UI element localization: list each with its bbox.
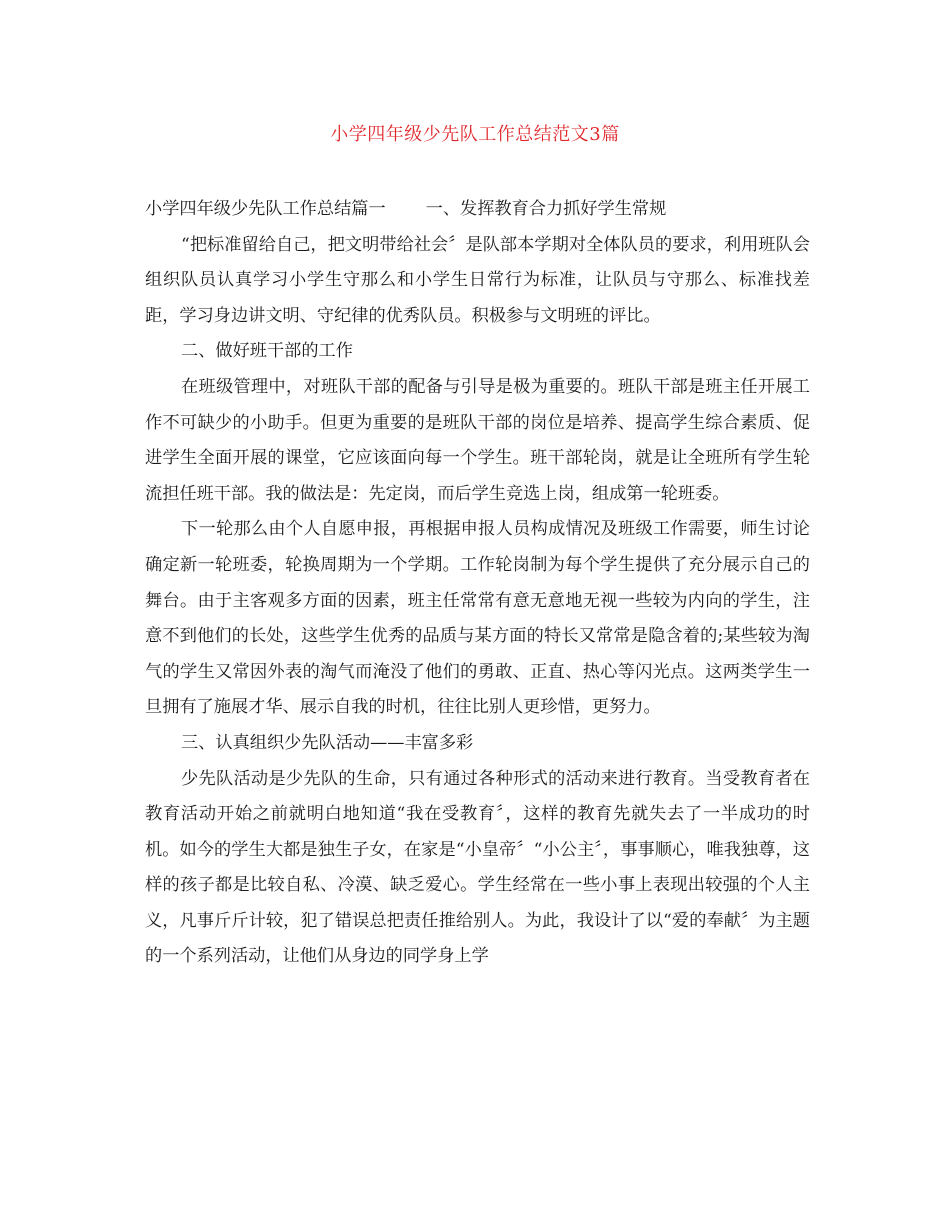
heading-two: 二、做好班干部的工作 (181, 341, 353, 362)
section-one-label: 小学四年级少先队工作总结篇一 (145, 199, 386, 219)
heading-one: 一、发挥教育合力抓好学生常规 (425, 199, 667, 219)
section-header-line (145, 192, 810, 228)
heading-three: 三、认真组织少先队活动——丰富多彩 (181, 732, 474, 753)
document-title: 小学四年级少先队工作总结范文3篇 (330, 124, 620, 145)
paragraph-4: 少先队活动是少先队的生命，只有通过各种形式的活动来进行教育。当受教育者在教育活动开始之前就明白地知道“我在受教育〞，这样的教育先就失去了一半成功的时机。如今的学生大都是独生子女，在家是“小皇帝〞“小公主〞，事事顺心，唯我独尊，这样的孩子都是比较自私、冷漠、缺乏爱心。学生经常在一些小事上表现出较强的个人主义，凡事斤斤计较，犯了错误总把责任推给别人。为此，我设计了以“爱的奉献〞为主题的一个系列活动，让他们从身边的同学身上学 (145, 768, 810, 967)
document-body (145, 192, 810, 975)
paragraph-1: “把标准留给自己，把文明带给社会〞是队部本学期对全体队员的要求，利用班队会组织队员认真学习小学生守那么和小学生日常行为标准，让队员与守那么、标准找差距，学习身边讲文明、守纪律的优秀队员。积极参与文明班的评比。 (145, 234, 810, 326)
paragraph-3: 下一轮那么由个人自愿申报，再根据申报人员构成情况及班级工作需要，师生讨论确定新一轮班委，轮换周期为一个学期。工作轮岗制为每个学生提供了充分展示自己的舞台。由于主客观多方面的因素，班主任常常有意无意地无视一些较为内向的学生，注意不到他们的长处，这些学生优秀的品质与某方面的特长又常常是隐含着的;某些较为淘气的学生又常因外表的淘气而淹没了他们的勇敢、正直、热心等闪光点。这两类学生一旦拥有了施展才华、展示自我的时机，往往比别人更珍惜，更努力。 (145, 519, 810, 718)
paragraph-2: 在班级管理中，对班队干部的配备与引导是极为重要的。班队干部是班主任开展工作不可缺少的小助手。但更为重要的是班队干部的岗位是培养、提高学生综合素质、促进学生全面开展的课堂，它应该面向每一个学生。班干部轮岗，就是让全班所有学生轮流担任班干部。我的做法是：先定岗，而后学生竞选上岗，组成第一轮班委。 (145, 376, 810, 504)
